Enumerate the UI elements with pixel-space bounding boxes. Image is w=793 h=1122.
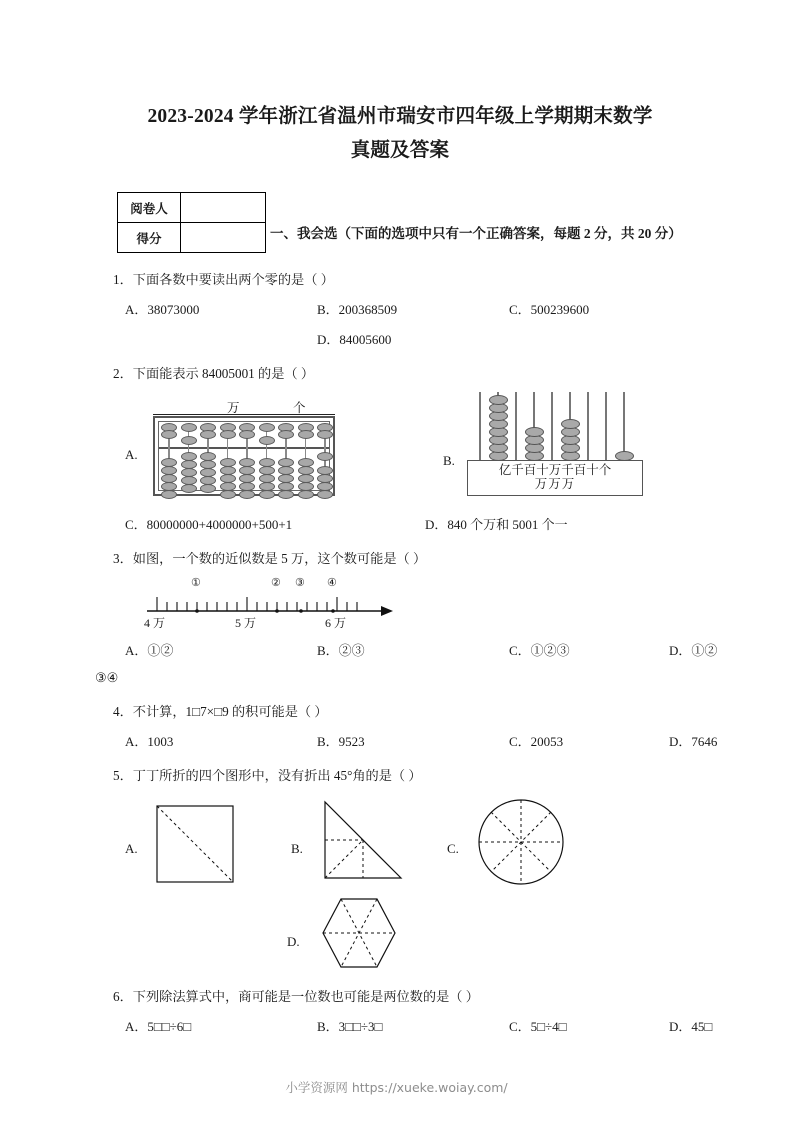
abacus-bead: [259, 490, 275, 499]
abacus-bead: [181, 436, 197, 445]
option-d[interactable]: D．840 个万和 5001 个一: [425, 517, 568, 532]
counter-rods: [467, 392, 643, 460]
counter-rod: [587, 392, 589, 460]
table-row: [118, 223, 266, 253]
abacus-bead: [278, 430, 294, 439]
abacus-bead: [317, 490, 333, 499]
score-label: 得分: [118, 223, 181, 253]
question-5-figures-row2: [95, 895, 705, 973]
question-2-stem: 2．下面能表示 84005001 的是（ ）: [113, 366, 315, 381]
question-6-stem: 6．下列除法算式中，商可能是一位数也可能是两位数的是（ ）: [113, 989, 479, 1004]
abacus-figure: [153, 398, 335, 496]
abacus-bead: [200, 430, 216, 439]
option-d[interactable]: D．7646: [669, 734, 718, 749]
title-line-2: 真题及答案: [350, 140, 450, 161]
square-figure: [155, 804, 235, 890]
question-3-stem: 3．如图，一个数的近似数是 5 万，这个数可能是（ ）: [113, 551, 427, 566]
abacus-label-wan: 万: [227, 401, 240, 415]
square-svg: [155, 804, 235, 884]
option-b[interactable]: B．②③: [317, 643, 365, 658]
marker-1: ①: [191, 577, 201, 589]
page-title: [95, 100, 705, 168]
option-c[interactable]: C．80000000+4000000+500+1: [125, 517, 293, 532]
abacus-header-rule: [153, 414, 335, 415]
tick-label-4wan: 4 万: [144, 616, 166, 630]
option-c-label[interactable]: C.: [447, 841, 459, 856]
footer-watermark: 小学资源网 https://xueke.woiay.com/: [285, 1080, 508, 1095]
abacus-bead: [161, 430, 177, 439]
hexagon-svg: [315, 895, 403, 973]
option-a[interactable]: A．①②: [125, 643, 174, 658]
option-d[interactable]: D．45□: [669, 1019, 713, 1034]
abacus-beam: [159, 447, 329, 449]
title-line-1: 2023-2024 学年浙江省温州市瑞安市四年级上学期期末数学: [147, 106, 653, 127]
question-5-figures-row1: [95, 796, 705, 891]
option-c[interactable]: C．5□÷4□: [509, 1019, 567, 1034]
option-b-label[interactable]: B.: [291, 841, 303, 856]
triangle-figure: [321, 800, 409, 892]
counter-places-line-1: 亿千百十万千百十个: [498, 463, 612, 477]
option-a-label[interactable]: A.: [125, 841, 138, 856]
option-c[interactable]: C．500239600: [509, 302, 590, 317]
abacus-bead: [298, 490, 314, 499]
grader-label: 阅卷人: [118, 193, 181, 223]
option-b[interactable]: B．200368509: [317, 302, 398, 317]
counter-bead: [615, 451, 634, 461]
abacus-bead: [220, 490, 236, 499]
counter-rod: [515, 392, 517, 460]
option-a[interactable]: A．38073000: [125, 302, 200, 317]
counter-bead: [489, 395, 508, 405]
question-2-figures: [95, 392, 705, 502]
abacus-bead: [220, 430, 236, 439]
number-line-svg: [143, 575, 393, 633]
hexagon-figure: [315, 895, 403, 979]
question-2-options: [95, 514, 705, 535]
abacus-bead: [298, 430, 314, 439]
option-a[interactable]: A．5□□÷6□: [125, 1019, 192, 1034]
counter-base: [467, 460, 643, 496]
abacus-inner: [158, 421, 330, 491]
abacus-bead: [239, 490, 255, 499]
question-1-options: [95, 299, 705, 320]
option-b[interactable]: B．3□□÷3□: [317, 1019, 383, 1034]
option-c[interactable]: C．20053: [509, 734, 564, 749]
abacus-bead: [161, 490, 177, 499]
counter-rod: [479, 392, 481, 460]
question-5: [95, 765, 705, 973]
question-4-stem: 4．不计算，1□7×□9 的积可能是（ ）: [113, 704, 328, 719]
tick-label-6wan: 6 万: [325, 616, 347, 630]
abacus-bead: [181, 423, 197, 432]
grader-value[interactable]: [181, 193, 266, 223]
question-4: [95, 701, 718, 752]
circle-svg: [475, 796, 567, 888]
abacus-bead: [278, 490, 294, 499]
marker-3: ③: [295, 577, 305, 589]
abacus-bead: [239, 430, 255, 439]
abacus-bead: [259, 436, 275, 445]
question-6: [95, 986, 713, 1037]
option-b-label[interactable]: B.: [443, 453, 455, 468]
option-a-label[interactable]: A.: [125, 447, 138, 462]
option-c[interactable]: C．①②③: [509, 643, 570, 658]
marker-2: ②: [271, 577, 281, 589]
tick-label-5wan: 5 万: [235, 616, 257, 630]
number-line: [143, 575, 393, 635]
counter-rod: [605, 392, 607, 460]
table-row: [118, 193, 266, 223]
score-table: [117, 192, 266, 253]
marker-4: ④: [327, 577, 337, 589]
counter-rod: [623, 392, 625, 460]
question-1: [95, 269, 705, 350]
option-b[interactable]: B．9523: [317, 734, 365, 749]
score-value[interactable]: [181, 223, 266, 253]
abacus-bead: [181, 484, 197, 493]
abacus-bead: [200, 484, 216, 493]
question-3-options: [95, 640, 718, 661]
option-a[interactable]: A．1003: [125, 734, 174, 749]
question-2: [95, 363, 705, 535]
option-d[interactable]: D．①②: [669, 643, 718, 658]
abacus-bead: [317, 452, 333, 461]
option-d-label[interactable]: D.: [287, 934, 300, 949]
option-d[interactable]: D．84005600: [317, 332, 392, 347]
option-d-continuation[interactable]: ③④: [95, 670, 119, 685]
counter-bead: [561, 419, 580, 429]
question-4-options: [95, 731, 718, 752]
circle-figure: [475, 796, 567, 894]
question-1-stem: 1．下面各数中要读出两个零的是（ ）: [113, 272, 334, 287]
triangle-svg: [321, 800, 409, 886]
abacus-bead: [317, 430, 333, 439]
header-row: [95, 192, 705, 256]
section-heading: 一、我会选（下面的选项中只有一个正确答案，每题 2 分，共 20 分）: [270, 226, 682, 241]
abacus-place-header: [153, 398, 335, 416]
counter-figure: [467, 392, 643, 496]
question-5-stem: 5．丁丁所折的四个图形中，没有折出 45°角的是（ ）: [113, 768, 422, 783]
abacus-frame: [153, 416, 335, 496]
page-content: [95, 0, 718, 1122]
question-3: [95, 548, 718, 688]
abacus-label-ge: 个: [293, 401, 306, 415]
counter-places-line-2: 万万万: [534, 477, 576, 491]
counter-rod: [551, 392, 553, 460]
question-3-figure: [95, 569, 705, 631]
counter-bead: [525, 427, 544, 437]
abacus-bead: [259, 423, 275, 432]
question-6-options: [95, 1016, 713, 1037]
